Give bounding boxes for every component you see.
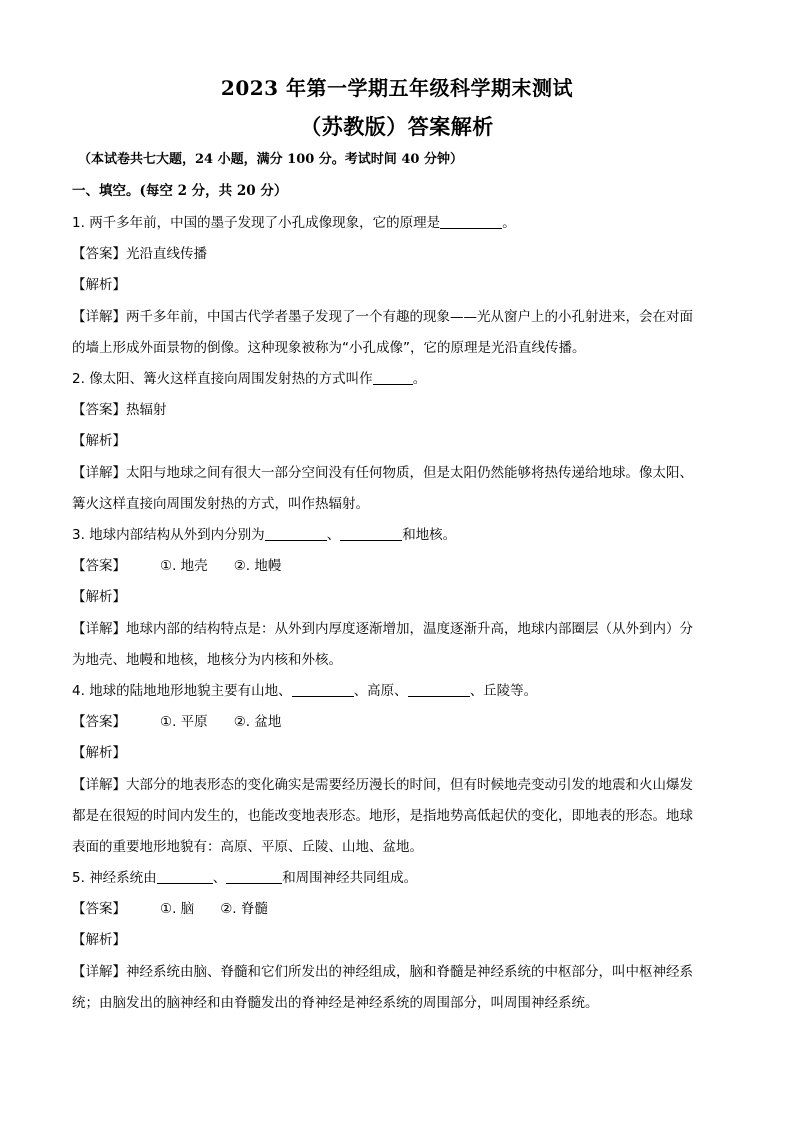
question-4-detail-1 — [72, 775, 732, 795]
answer-item: ①. 脑 — [160, 901, 195, 917]
answer-tag: 【答案】 — [72, 558, 126, 574]
answer-blank — [373, 370, 413, 385]
detail-text: 大部分的地表形态的变化确实是需要经历漫长的时间，但有时候地壳变动引发的地震和火山爆发 — [126, 777, 693, 793]
question-3-detail-2: 为地壳、地幔和地核，地核分为内核和外核。 — [72, 652, 342, 668]
detail-tag: 【详解】 — [72, 621, 126, 637]
question-5-stem — [72, 868, 732, 888]
detail-text: 地球内部的结构特点是：从外到内厚度逐渐增加，温度逐渐升高，地球内部圈层（从外到内）分 — [126, 621, 693, 637]
question-text: 地球内部结构从外到内分别为 — [89, 527, 265, 543]
question-number: 2. — [72, 371, 85, 387]
answer-blank — [265, 526, 327, 541]
question-text: 地球的陆地地形地貌主要有山地、 — [89, 683, 292, 699]
question-2-detail-2: 篝火这样直接向周围发射热的方式，叫作热辐射。 — [72, 496, 369, 512]
question-text: 。 — [412, 371, 427, 387]
question-number: 4. — [72, 683, 85, 699]
question-text: 、丘陵等。 — [469, 683, 538, 699]
question-4-stem — [72, 681, 732, 701]
question-1-detail-1 — [72, 307, 732, 327]
answer-item: ②. 地幔 — [233, 558, 282, 574]
answer-blank — [292, 682, 354, 697]
question-text: 两千多年前，中国的墨子发现了小孔成像现象，它的原理是 — [89, 215, 441, 231]
answer-blank — [440, 214, 502, 229]
detail-tag: 【详解】 — [72, 309, 126, 325]
question-4-detail-2: 都是在很短的时间内发生的，也能改变地表形态。地形，是指地势高低起伏的变化，即地表的形态。地球 — [72, 808, 693, 824]
question-3-stem — [72, 525, 732, 545]
exam-note: （本试卷共七大题，24 小题，满分 100 分。考试时间 40 分钟） — [78, 152, 463, 167]
question-text: 、 — [212, 870, 227, 886]
question-4-detail-3: 表面的重要地形地貌有：高原、平原、丘陵、山地、盆地。 — [72, 839, 423, 855]
question-5-detail-2: 统；由脑发出的脑神经和由脊髓发出的脊神经是神经系统的周围部分，叫周围神经系统。 — [72, 995, 599, 1011]
detail-tag: 【详解】 — [72, 465, 126, 481]
question-1-answer — [72, 244, 732, 264]
analysis-tag: 【解析】 — [72, 433, 126, 449]
answer-blank — [408, 682, 470, 697]
answer-blank — [157, 869, 213, 884]
detail-text: 太阳与地球之间有很大一部分空间没有任何物质，但是太阳仍然能够将热传递给地球。像太阳、 — [126, 465, 693, 481]
title-line-1: 2023 年第一学期五年级科学期末测试 — [220, 76, 574, 100]
answer-tag: 【答案】 — [72, 714, 126, 730]
question-text: 像太阳、篝火这样直接向周围发射热的方式叫作 — [89, 371, 373, 387]
question-2-answer — [72, 400, 732, 420]
answer-item: ①. 平原 — [160, 714, 208, 730]
question-3-answer — [72, 556, 732, 576]
analysis-tag: 【解析】 — [72, 932, 126, 948]
section-heading: 一、填空。(每空 2 分，共 20 分） — [72, 183, 288, 199]
question-text: 。 — [502, 215, 516, 231]
answer-tag: 【答案】 — [72, 901, 126, 917]
question-3-detail-1 — [72, 619, 732, 639]
answer-item: ②. 脊髓 — [220, 901, 268, 917]
question-2-stem — [72, 369, 732, 389]
detail-tag: 【详解】 — [72, 777, 126, 793]
analysis-tag: 【解析】 — [72, 589, 126, 605]
question-1-stem — [72, 213, 732, 233]
question-1-detail-2: 的墙上形成外面景物的倒像。这种现象被称为“小孔成像”，它的原理是光沿直线传播。 — [72, 340, 586, 356]
question-5-answer — [72, 899, 732, 919]
question-4-answer — [72, 712, 732, 732]
question-text: 神经系统由 — [89, 870, 157, 886]
answer-blank — [340, 526, 402, 541]
answer-tag: 【答案】 — [72, 246, 126, 262]
title-line-2: （苏教版）答案解析 — [300, 114, 494, 139]
answer-blank — [226, 869, 282, 884]
answer-text: 光沿直线传播 — [126, 246, 207, 262]
answer-item: ①. 地壳 — [160, 558, 208, 574]
question-text: 和周围神经共同组成。 — [282, 870, 418, 886]
question-text: 、 — [326, 527, 341, 543]
detail-text: 两千多年前，中国古代学者墨子发现了一个有趣的现象——光从窗户上的小孔射进来，会在对面 — [126, 309, 693, 325]
answer-text: 热辐射 — [126, 402, 167, 418]
detail-tag: 【详解】 — [72, 964, 126, 980]
question-text: 和地核。 — [402, 527, 457, 543]
answer-item: ②. 盆地 — [233, 714, 282, 730]
detail-text: 神经系统由脑、脊髓和它们所发出的神经组成，脑和脊髓是神经系统的中枢部分，叫中枢神经系 — [126, 964, 693, 980]
answer-tag: 【答案】 — [72, 402, 126, 418]
question-text: 、高原、 — [353, 683, 408, 699]
question-number: 1. — [72, 215, 85, 231]
analysis-tag: 【解析】 — [72, 277, 126, 293]
analysis-tag: 【解析】 — [72, 745, 126, 761]
question-5-detail-1 — [72, 962, 732, 982]
question-2-detail-1 — [72, 463, 732, 483]
question-number: 5. — [72, 870, 85, 886]
question-number: 3. — [72, 527, 85, 543]
